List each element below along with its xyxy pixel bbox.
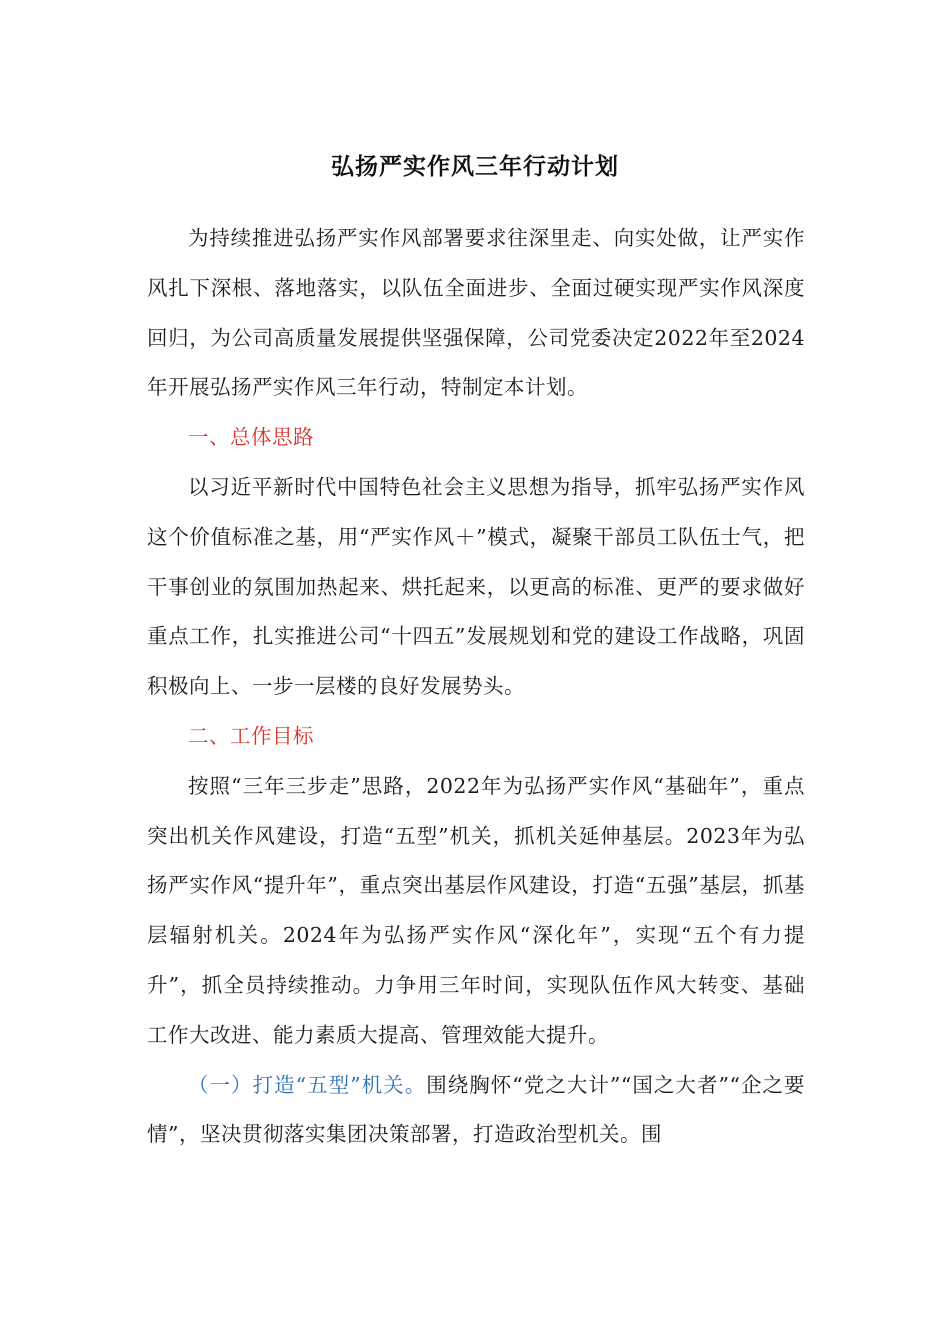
subsection-text: 围绕胸怀“党之大计”“国之大者”“企之要情”，坚决贯彻落实集团决策部署，打造政治型机关。围 <box>147 1072 805 1147</box>
subsection-paragraph <box>147 1061 805 1161</box>
work-goals-paragraph: 按照“三年三步走”思路，2022年为弘扬严实作风“基础年”，重点突出机关作风建设，打造“五型”机关，抓机关延伸基层。2023年为弘扬严实作风“提升年”，重点突出基层作风建设，打造“五强”基层，抓基层辐射机关。2024年为弘扬严实作风“深化年”，实现“五个有力提升”，抓全员持续推动。力争用三年时间，实现队伍作风大转变、基础工作大改进、能力素质大提高、管理效能大提升。 <box>147 773 805 1047</box>
intro-paragraph: 为持续推进弘扬严实作风部署要求往深里走、向实处做，让严实作风扎下深根、落地落实，以队伍全面进步、全面过硬实现严实作风深度回归，为公司高质量发展提供坚强保障，公司党委决定2022年至2024年开展弘扬严实作风三年行动，特制定本计划。 <box>147 226 805 400</box>
section-heading-overall-approach: 一、总体思路 <box>188 425 314 450</box>
overall-approach-paragraph: 以习近平新时代中国特色社会主义思想为指导，抓牢弘扬严实作风这个价值标准之基，用“严实作风＋”模式，凝聚干部员工队伍士气，把干事创业的氛围加热起来、烘托起来，以更高的标准、更严的要求做好重点工作，扎实推进公司“十四五”发展规划和党的建设工作战略，巩固积极向上、一步一层楼的良好发展势头。 <box>147 474 805 699</box>
document-title: 弘扬严实作风三年行动计划 <box>331 154 619 180</box>
document-body <box>147 214 805 1160</box>
subsection-heading-five-type-organs: （一）打造“五型”机关。 <box>188 1072 427 1097</box>
section-heading-work-goals: 二、工作目标 <box>188 723 314 748</box>
